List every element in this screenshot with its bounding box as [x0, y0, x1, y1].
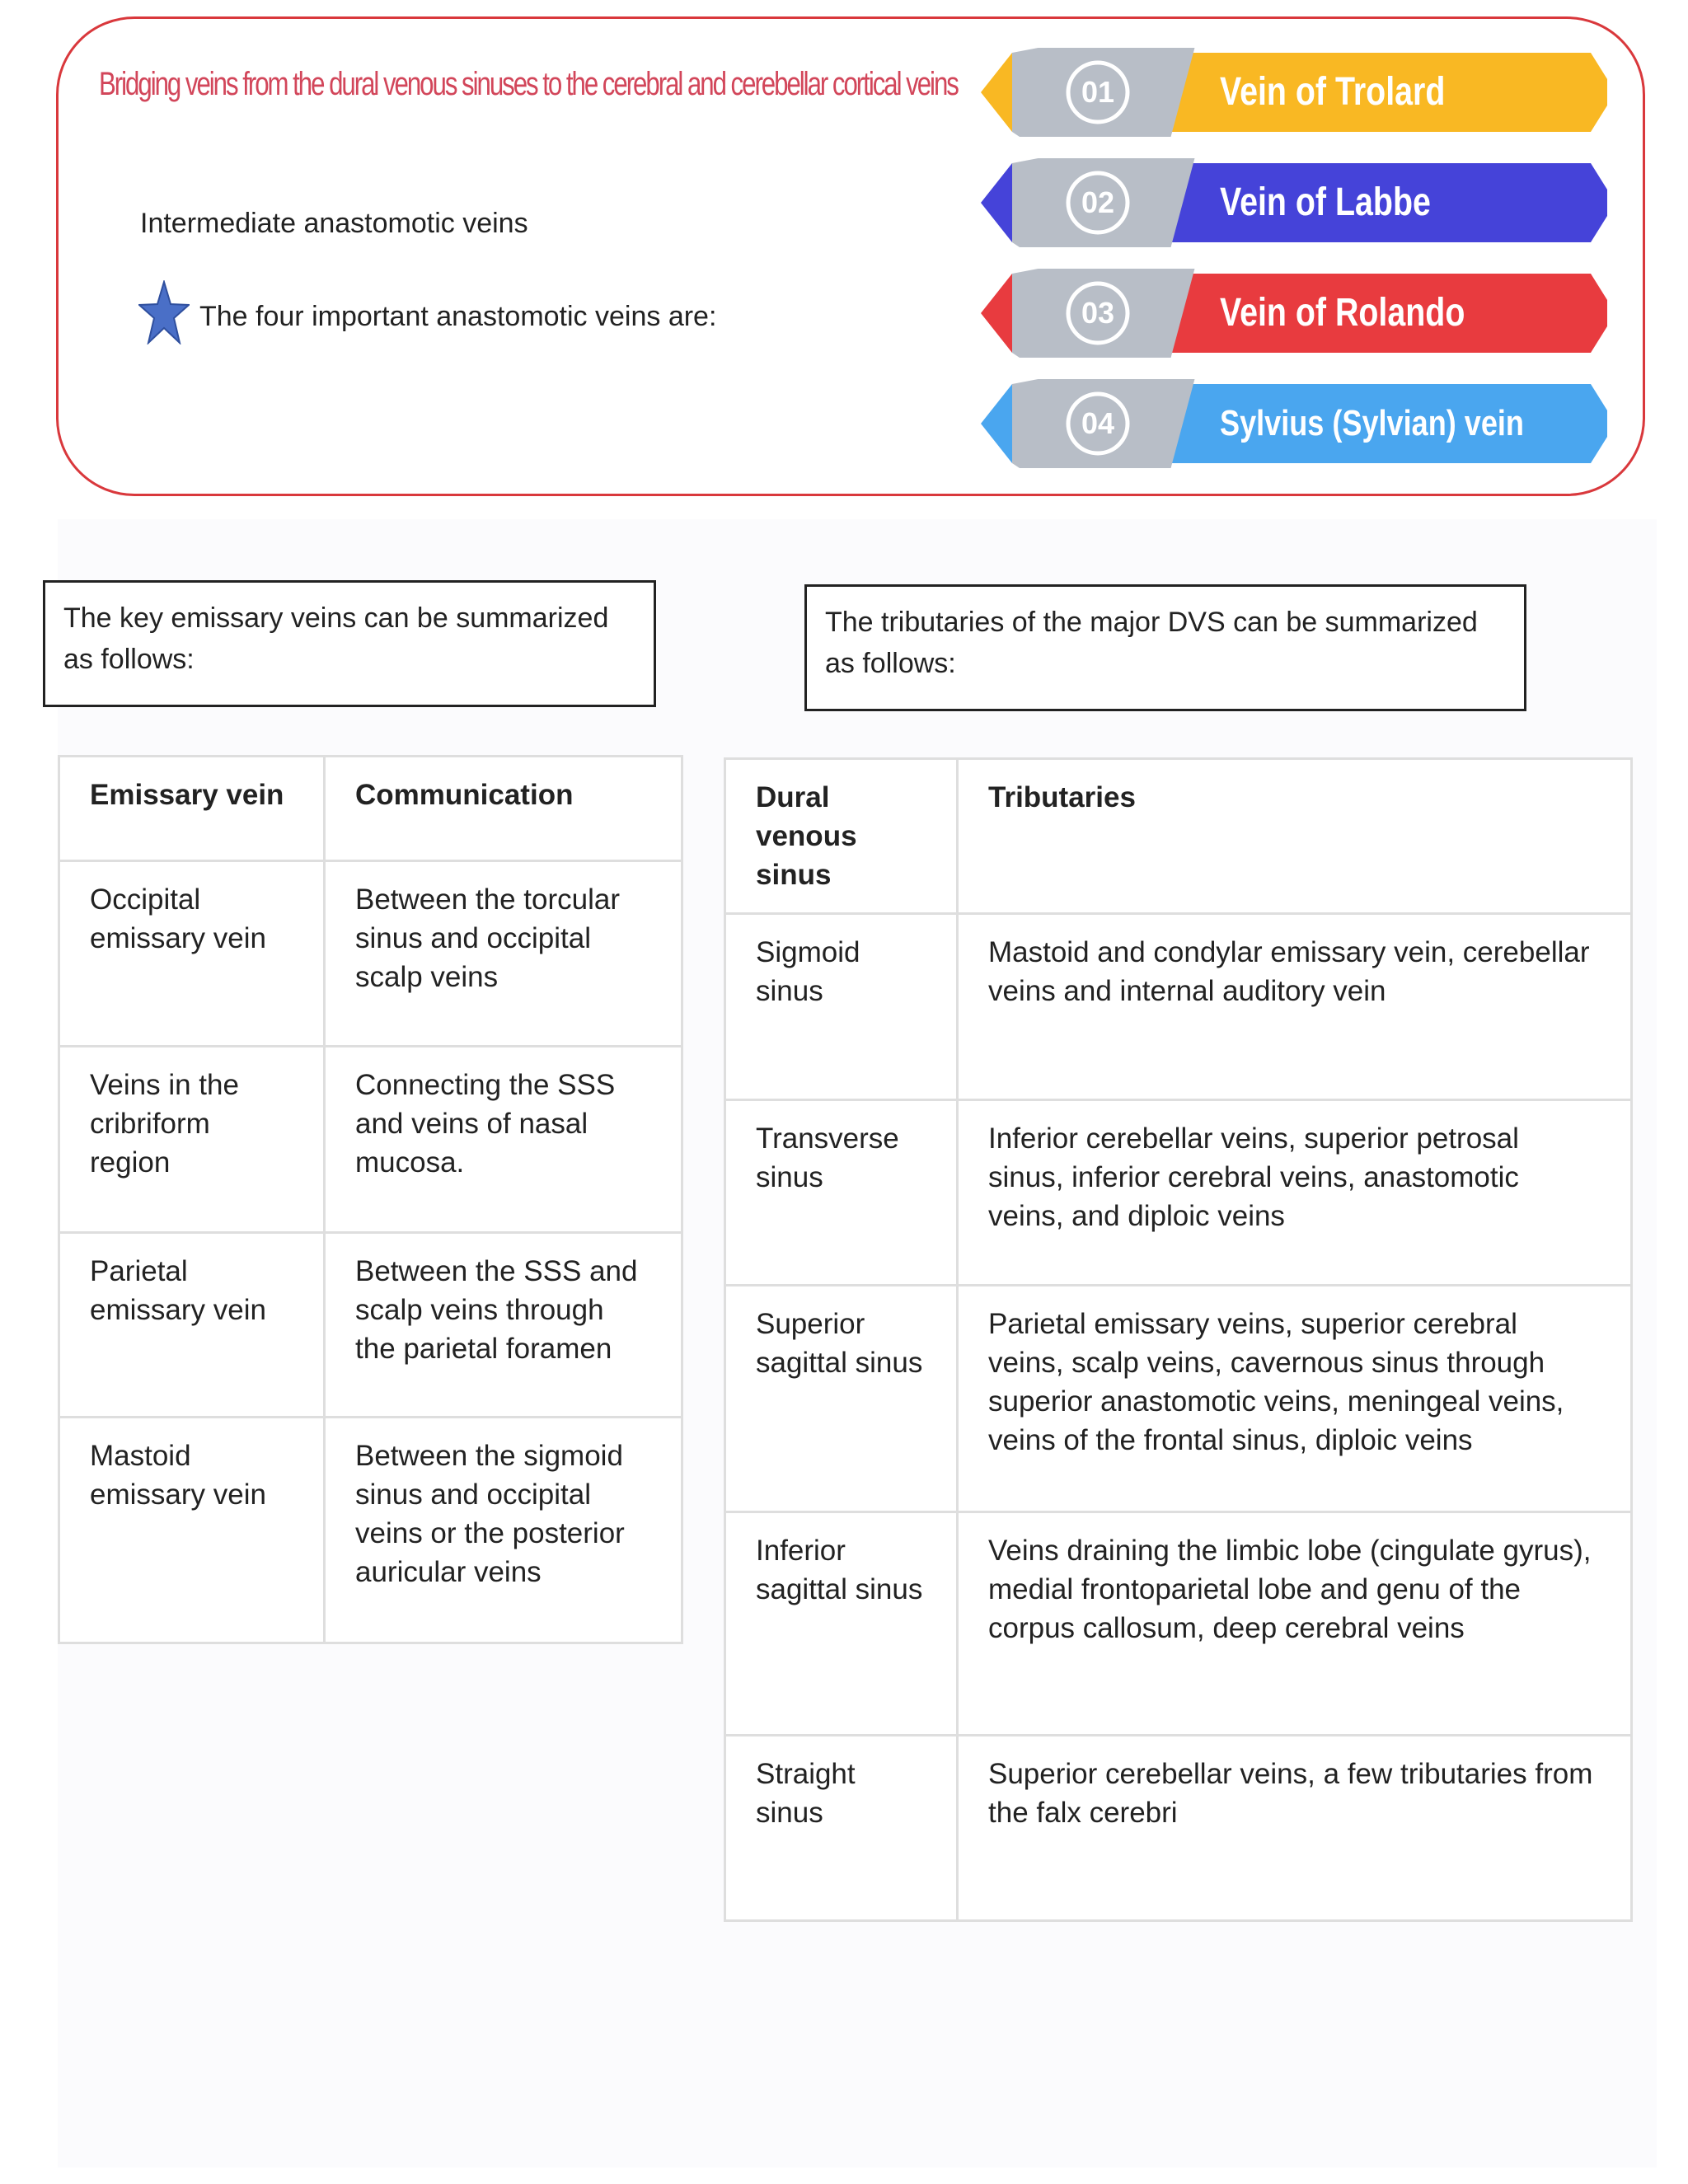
ribbon-vein-of-labbe [981, 158, 1607, 247]
ribbon-label: Vein of Trolard [1220, 70, 1446, 114]
tributaries-cell: Veins draining the limbic lobe (cingulate gyrus), medial frontoparietal lobe and genu of the corpus callosum, deep cerebral veins [958, 1512, 1632, 1736]
table-row [59, 1418, 682, 1643]
emissary-veins-table [58, 755, 683, 1644]
tributaries-cell: Inferior cerebellar veins, superior petrosal sinus, inferior cerebral veins, anastomotic veins, and diploic veins [958, 1100, 1632, 1286]
table-row [725, 914, 1632, 1100]
column-header: Tributaries [958, 759, 1632, 914]
emissary-caption-box: The key emissary veins can be summarized as follows: [43, 580, 656, 707]
table-header-row [59, 757, 682, 861]
vein-name-cell: Veins in the cribriform region [59, 1047, 325, 1233]
ribbon-number: 04 [1081, 406, 1115, 440]
table-row [59, 1233, 682, 1418]
ribbon-sylvian-vein [981, 379, 1607, 468]
communication-cell: Between the sigmoid sinus and occipital veins or the posterior auricular veins [325, 1418, 682, 1643]
vein-name-cell: Occipital emissary vein [59, 861, 325, 1047]
column-header: Communication [325, 757, 682, 861]
ribbon-label: Sylvius (Sylvian) vein [1220, 403, 1524, 443]
sinus-name-cell: Sigmoid sinus [725, 914, 958, 1100]
intermediate-veins-text: Intermediate anastomotic veins [140, 208, 528, 239]
tributaries-caption-box: The tributaries of the major DVS can be summarized as follows: [804, 584, 1526, 711]
tributaries-cell: Superior cerebellar veins, a few tributaries from the falx cerebri [958, 1736, 1632, 1921]
sinus-name-cell: Inferior sagittal sinus [725, 1512, 958, 1736]
vein-name-cell: Mastoid emissary vein [59, 1418, 325, 1643]
ribbon-vein-of-trolard [981, 48, 1607, 137]
blue-star-icon [138, 280, 190, 344]
ribbon-number: 02 [1081, 185, 1115, 219]
table-row [59, 861, 682, 1047]
dvs-tributaries-table [724, 757, 1633, 1922]
table-row [725, 1512, 1632, 1736]
tributaries-cell: Parietal emissary veins, superior cerebral veins, scalp veins, cavernous sinus through superior anastomotic veins, meningeal veins, veins of the frontal sinus, diploic veins [958, 1286, 1632, 1512]
tributaries-cell: Mastoid and condylar emissary vein, cerebellar veins and internal auditory vein [958, 914, 1632, 1100]
communication-cell: Connecting the SSS and veins of nasal mucosa. [325, 1047, 682, 1233]
ribbon-number: 01 [1081, 75, 1115, 109]
banner-title: Bridging veins from the dural venous sinuses to the cerebral and cerebellar cortical veins [99, 66, 958, 102]
table-row [725, 1736, 1632, 1921]
four-important-veins-text: The four important anastomotic veins are: [199, 301, 717, 332]
vein-name-cell: Parietal emissary vein [59, 1233, 325, 1418]
sinus-name-cell: Superior sagittal sinus [725, 1286, 958, 1512]
ribbon-label: Vein of Rolando [1220, 291, 1465, 335]
sinus-name-cell: Straight sinus [725, 1736, 958, 1921]
sinus-name-cell: Transverse sinus [725, 1100, 958, 1286]
ribbon-number: 03 [1081, 296, 1115, 330]
column-header: Emissary vein [59, 757, 325, 861]
communication-cell: Between the torcular sinus and occipital scalp veins [325, 861, 682, 1047]
ribbon-vein-of-rolando [981, 269, 1607, 358]
ribbon-label: Vein of Labbe [1220, 180, 1431, 224]
table-row [725, 1100, 1632, 1286]
column-header: Dural venous sinus [725, 759, 958, 914]
table-row [59, 1047, 682, 1233]
table-row [725, 1286, 1632, 1512]
table-header-row [725, 759, 1632, 914]
communication-cell: Between the SSS and scalp veins through the parietal foramen [325, 1233, 682, 1418]
